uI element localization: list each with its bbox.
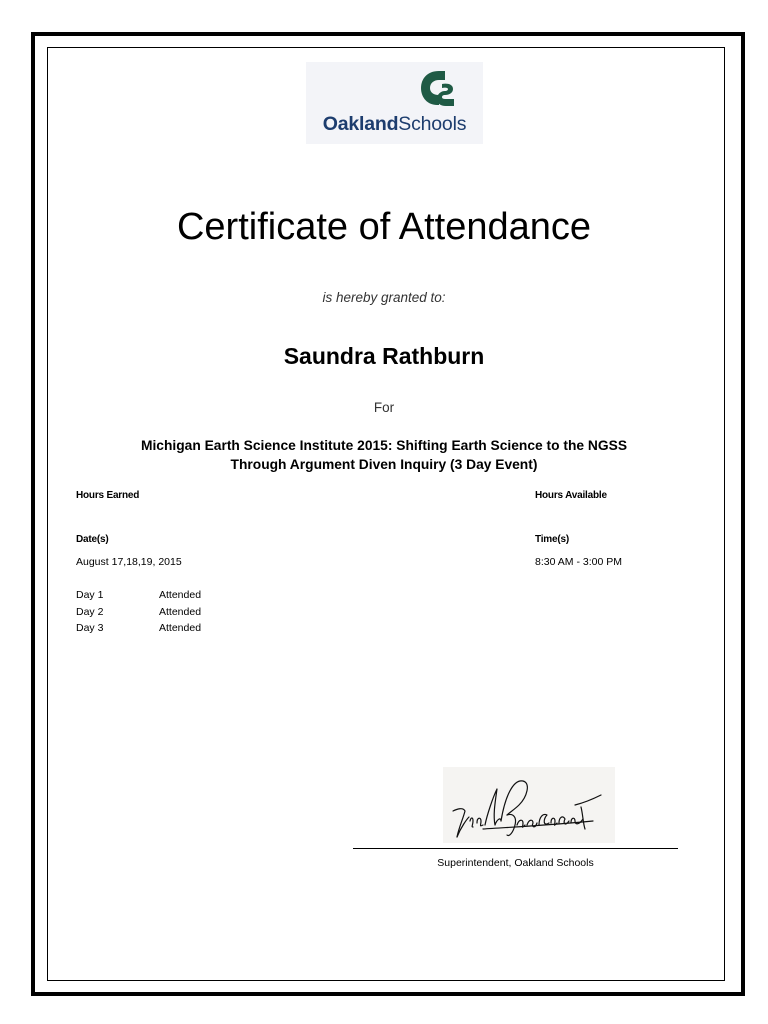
attendance-status-1: Attended [159,589,202,601]
wordmark-bold: Oakland [322,113,399,135]
times-label: Time(s) [535,534,569,545]
signature-image [443,767,615,843]
event-title-line-2: Through Argument Diven Inquiry (3 Day Event) [230,457,538,472]
hours-earned-label: Hours Earned [76,490,140,501]
times-value: 8:30 AM - 3:00 PM [535,556,622,568]
signature-caption: Superintendent, Oakland Schools [437,857,594,869]
dates-label: Date(s) [76,534,109,545]
attendance-status-3: Attended [159,622,202,634]
attendance-status-2: Attended [159,606,202,618]
oakland-schools-wordmark [306,113,483,136]
attendance-day-2: Day 2 [76,606,104,618]
for-text: For [373,400,395,415]
hours-available-label: Hours Available [535,490,607,501]
dates-value: August 17,18,19, 2015 [76,556,182,568]
certificate-inner-border [47,47,725,981]
attendance-day-3: Day 3 [76,622,104,634]
granted-text: is hereby granted to: [322,290,446,305]
signature-line [353,848,678,849]
wordmark-regular: Schools [398,113,467,135]
attendance-day-1: Day 1 [76,589,104,601]
event-title [98,436,670,474]
recipient-name: Saundra Rathburn [283,343,485,369]
oakland-schools-logo-mark-icon [419,69,459,109]
certificate-title: Certificate of Attendance [176,206,592,248]
event-title-line-1: Michigan Earth Science Institute 2015: Shifting Earth Science to the NGSS [140,438,628,453]
